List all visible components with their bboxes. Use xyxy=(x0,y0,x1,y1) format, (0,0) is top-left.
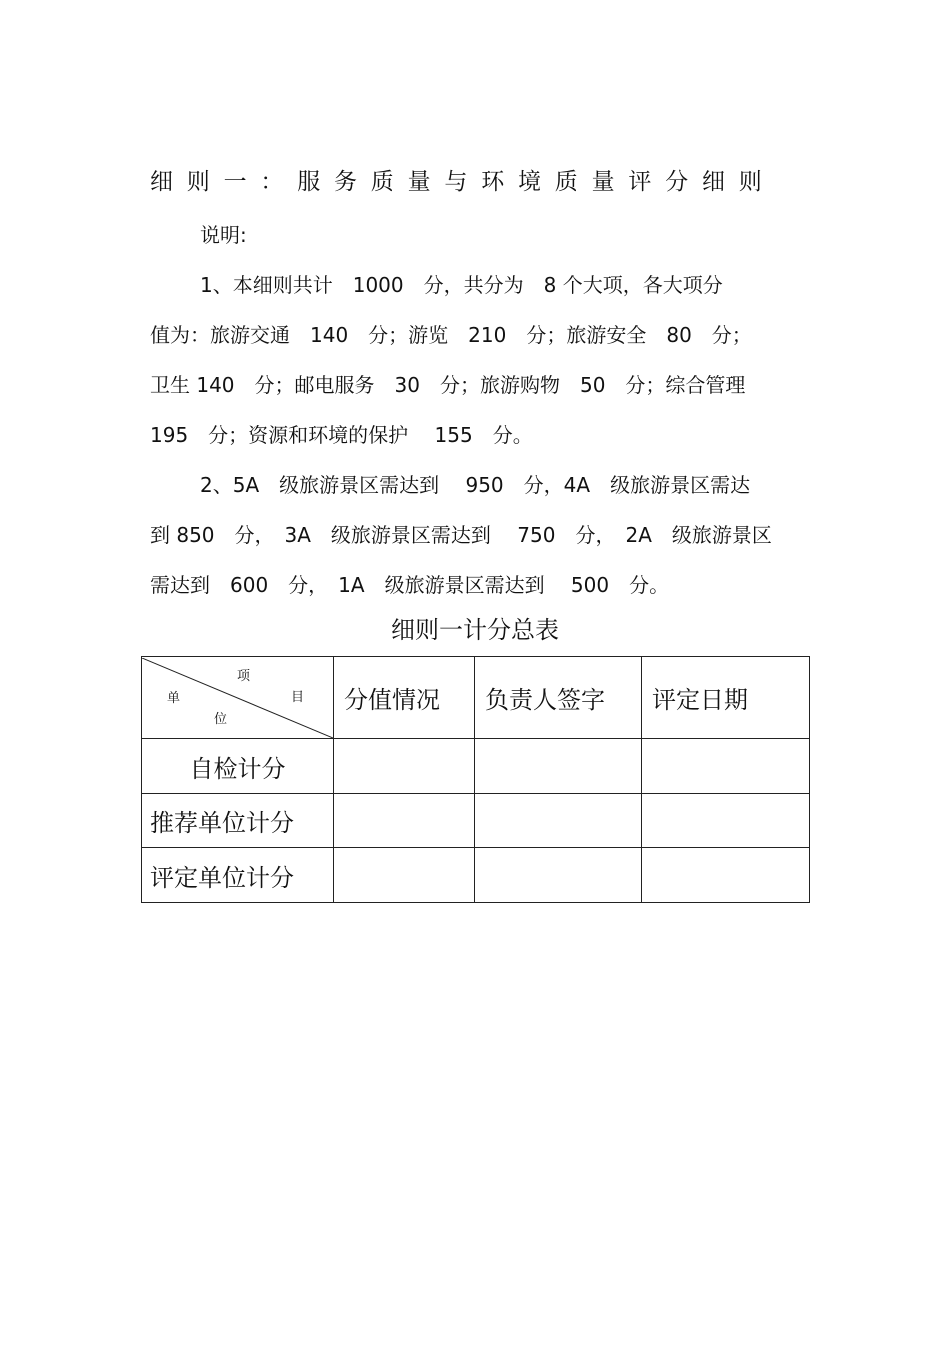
table-cell[interactable] xyxy=(334,739,475,794)
paragraph-line: 卫生 140 分；邮电服务 30 分；旅游购物 50 分；综合管理 xyxy=(150,373,746,397)
table-cell[interactable] xyxy=(642,739,810,794)
row-label-evaluator: 评定单位计分 xyxy=(142,848,334,903)
table-row xyxy=(142,739,810,794)
score-summary-table xyxy=(141,656,810,903)
paragraph-line: 值为：旅游交通 140 分；游览 210 分；旅游安全 80 分； xyxy=(150,323,752,347)
table-cell[interactable] xyxy=(475,739,642,794)
table-cell[interactable] xyxy=(642,794,810,848)
corner-label-xiang: 项 xyxy=(237,668,251,684)
row-label-recommender: 推荐单位计分 xyxy=(142,794,334,848)
table-cell[interactable] xyxy=(475,794,642,848)
paragraph-line: 需达到 600 分， 1A 级旅游景区需达到 500 分。 xyxy=(150,573,670,597)
column-header-signature: 负责人签字 xyxy=(475,657,642,739)
table-cell[interactable] xyxy=(475,848,642,903)
paragraph-line: 1、本细则共计 1000 分，共分为 8 个大项，各大项分 xyxy=(200,273,723,297)
page-title: 细则一：服务质量与环境质量评分细则 xyxy=(150,169,776,195)
corner-label-wei: 位 xyxy=(214,711,228,727)
table-cell[interactable] xyxy=(642,848,810,903)
table-cell[interactable] xyxy=(334,848,475,903)
corner-label-dan: 单 xyxy=(167,690,181,706)
paragraph-line: 2、5A 级旅游景区需达到 950 分，4A 级旅游景区需达 xyxy=(200,473,751,497)
corner-label-mu: 目 xyxy=(291,689,305,705)
paragraph-line: 195 分；资源和环境的保护 155 分。 xyxy=(150,423,533,447)
table-header-row xyxy=(142,657,810,739)
column-header-date: 评定日期 xyxy=(642,657,810,739)
table-cell[interactable] xyxy=(334,794,475,848)
note-label: 说明: xyxy=(200,223,247,247)
row-label-self-check: 自检计分 xyxy=(142,739,334,794)
corner-header-cell xyxy=(142,657,334,739)
table-row xyxy=(142,848,810,903)
column-header-score: 分值情况 xyxy=(334,657,475,739)
table-row xyxy=(142,794,810,848)
table-title: 细则一计分总表 xyxy=(391,616,559,644)
paragraph-line: 到 850 分， 3A 级旅游景区需达到 750 分， 2A 级旅游景区 xyxy=(150,523,772,547)
